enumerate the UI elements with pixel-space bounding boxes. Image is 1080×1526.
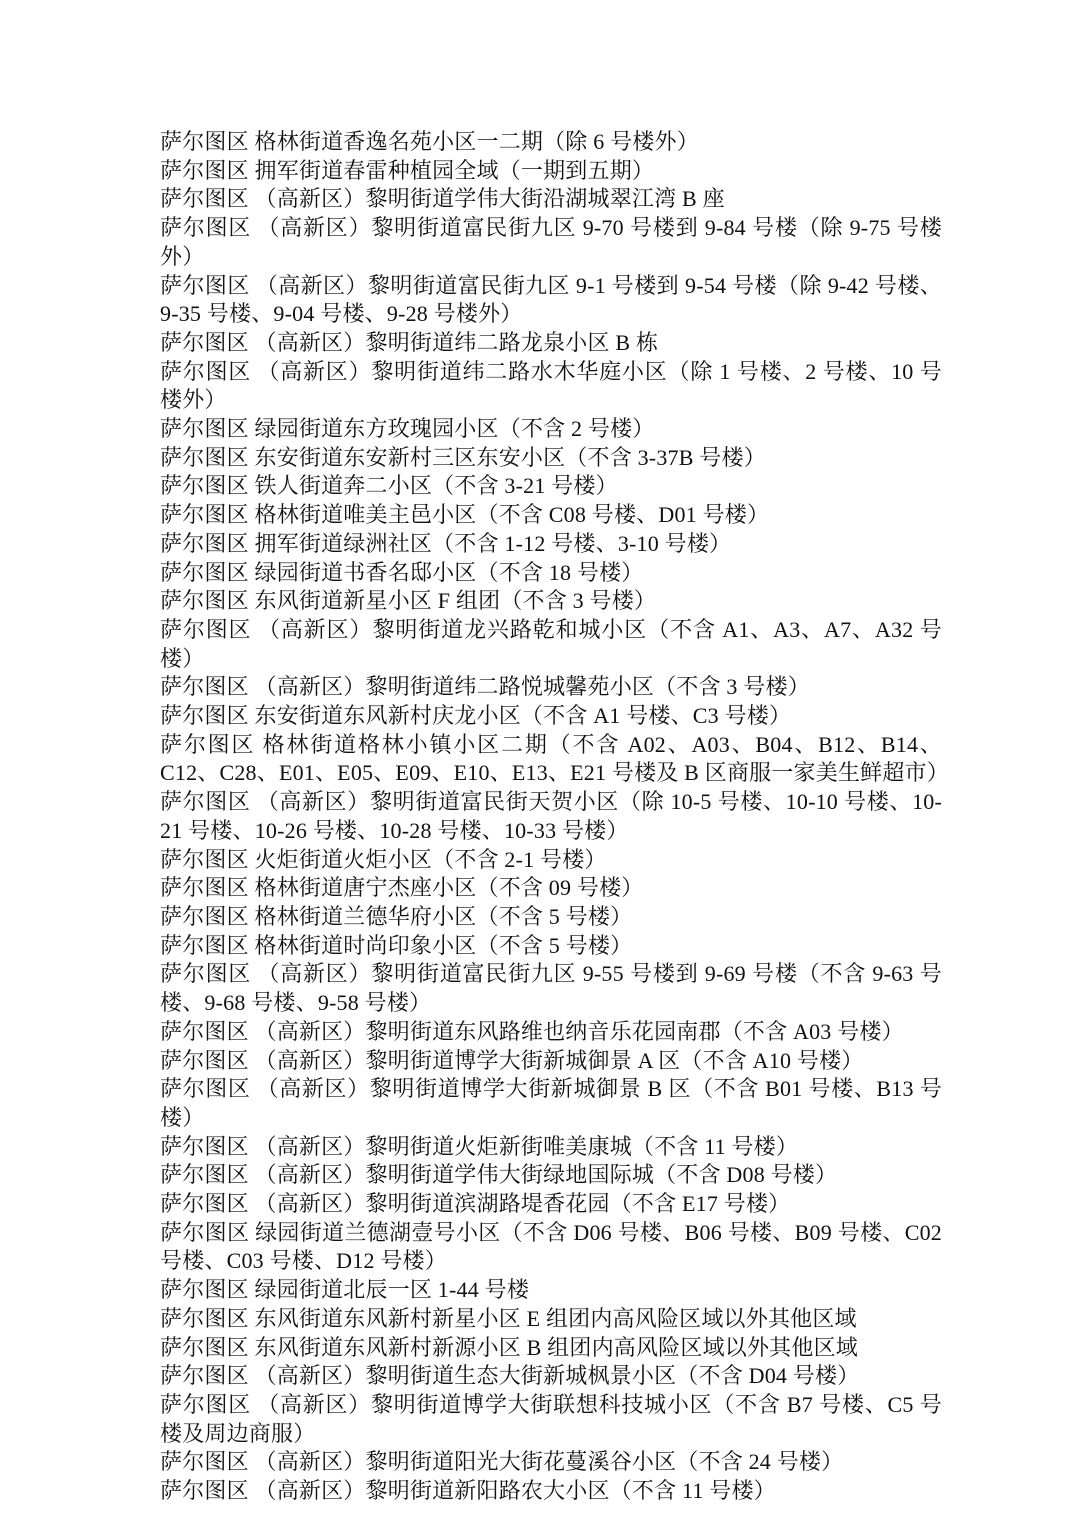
list-item: 萨尔图区 （高新区）黎明街道新阳路农大小区（不含 11 号楼） [160, 1478, 776, 1504]
list-item: 萨尔图区 格林街道格林小镇小区二期（不含 A02、A03、B04、B12、B14、C12、C28、E01、E05、E09、E10、E13、E21 号楼及 B 区商服一家美生鲜超市） [160, 731, 949, 786]
list-item: 萨尔图区 （高新区）黎明街道东风路维也纳音乐花园南郡（不含 A03 号楼） [160, 1018, 904, 1044]
list-item: 萨尔图区 东安街道东风新村庆龙小区（不含 A1 号楼、C3 号楼） [160, 703, 792, 729]
list-item: 萨尔图区 （高新区）黎明街道生态大街新城枫景小区（不含 D04 号楼） [160, 1363, 860, 1389]
list-item: 萨尔图区 （高新区）黎明街道纬二路悦城馨苑小区（不含 3 号楼） [160, 674, 810, 700]
list-item: 萨尔图区 绿园街道兰德湖壹号小区（不含 D06 号楼、B06 号楼、B09 号楼、C02 号楼、C03 号楼、D12 号楼） [160, 1219, 942, 1274]
list-item: 萨尔图区 东风街道东风新村新星小区 E 组团内高风险区域以外其他区域 [160, 1305, 857, 1331]
list-item: 萨尔图区 火炬街道火炬小区（不含 2-1 号楼） [160, 846, 607, 872]
list-item: 萨尔图区 格林街道时尚印象小区（不含 5 号楼） [160, 932, 633, 958]
list-item: 萨尔图区 （高新区）黎明街道富民街天贺小区（除 10-5 号楼、10-10 号楼、10-21 号楼、10-26 号楼、10-28 号楼、10-33 号楼） [160, 789, 942, 843]
list-item: 萨尔图区 拥军街道春雷种植园全域（一期到五期） [160, 157, 655, 183]
list-item: 萨尔图区 格林街道唐宁杰座小区（不含 09 号楼） [160, 875, 644, 901]
list-item: 萨尔图区 （高新区）黎明街道博学大街新城御景 B 区（不含 B01 号楼、B13 号楼） [160, 1076, 942, 1130]
list-item: 萨尔图区 （高新区）黎明街道龙兴路乾和城小区（不含 A1、A3、A7、A32 号楼） [160, 616, 942, 671]
list-item: 萨尔图区 （高新区）黎明街道富民街九区 9-55 号楼到 9-69 号楼（不含 9-63 号楼、9-68 号楼、9-58 号楼） [160, 961, 942, 1016]
area-list [160, 128, 949, 1506]
list-item: 萨尔图区 （高新区）黎明街道纬二路水木华庭小区（除 1 号楼、2 号楼、10 号楼外） [160, 358, 942, 413]
list-item: 萨尔图区 （高新区）黎明街道火炬新街唯美康城（不含 11 号楼） [160, 1133, 799, 1159]
list-item: 萨尔图区 （高新区）黎明街道富民街九区 9-1 号楼到 9-54 号楼（除 9-42 号楼、9-35 号楼、9-04 号楼、9-28 号楼外） [160, 272, 942, 327]
list-item: 萨尔图区 绿园街道北辰一区 1-44 号楼 [160, 1277, 530, 1303]
list-item: 萨尔图区 绿园街道书香名邸小区（不含 18 号楼） [160, 559, 644, 585]
list-item: 萨尔图区 拥军街道绿洲社区（不含 1-12 号楼、3-10 号楼） [160, 530, 732, 556]
list-item: 萨尔图区 铁人街道奔二小区（不含 3-21 号楼） [160, 473, 618, 499]
list-item: 萨尔图区 （高新区）黎明街道博学大街联想科技城小区（不含 B7 号楼、C5 号楼及周边商服） [160, 1391, 942, 1446]
list-item: 萨尔图区 格林街道兰德华府小区（不含 5 号楼） [160, 903, 633, 929]
list-item: 萨尔图区 （高新区）黎明街道纬二路龙泉小区 B 栋 [160, 329, 659, 355]
list-item: 萨尔图区 （高新区）黎明街道富民街九区 9-70 号楼到 9-84 号楼（除 9-75 号楼外） [160, 215, 942, 269]
list-item: 萨尔图区 格林街道唯美主邑小区（不含 C08 号楼、D01 号楼） [160, 502, 770, 528]
list-item: 萨尔图区 绿园街道东方玫瑰园小区（不含 2 号楼） [160, 416, 655, 442]
list-item: 萨尔图区 格林街道香逸名苑小区一二期（除 6 号楼外） [160, 129, 699, 154]
list-item: 萨尔图区 （高新区）黎明街道阳光大街花蔓溪谷小区（不含 24 号楼） [160, 1449, 844, 1475]
list-item: 萨尔图区 （高新区）黎明街道滨湖路堤香花园（不含 E17 号楼） [160, 1191, 791, 1217]
list-item: 萨尔图区 （高新区）黎明街道博学大街新城御景 A 区（不含 A10 号楼） [160, 1047, 864, 1073]
list-item: 萨尔图区 （高新区）黎明街道学伟大街绿地国际城（不含 D08 号楼） [160, 1162, 838, 1188]
list-item: 萨尔图区 （高新区）黎明街道学伟大街沿湖城翠江湾 B 座 [160, 186, 725, 212]
list-item: 萨尔图区 东风街道东风新村新源小区 B 组团内高风险区域以外其他区域 [160, 1334, 858, 1360]
list-item: 萨尔图区 东安街道东安新村三区东安小区（不含 3-37B 号楼） [160, 444, 766, 470]
list-item: 萨尔图区 东风街道新星小区 F 组团（不含 3 号楼） [160, 588, 657, 614]
